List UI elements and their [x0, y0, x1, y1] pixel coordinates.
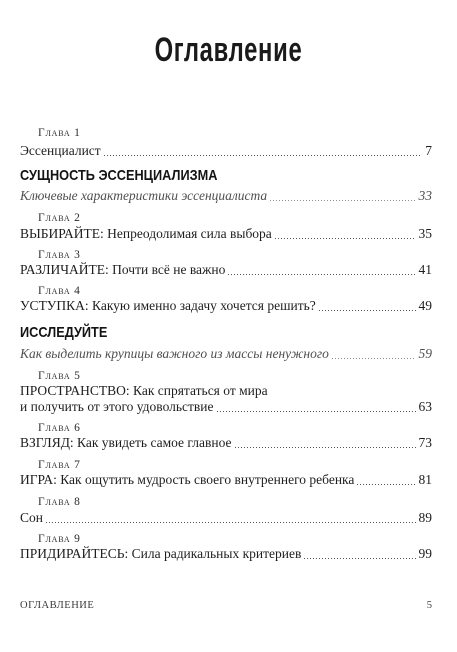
- chapter-9-title: ПРИДИРАЙТЕСЬ: Сила радикальных критериев: [20, 546, 302, 561]
- chapter-8-leader-dots: [46, 522, 416, 523]
- chapter-4-page-number: 49: [418, 298, 432, 313]
- chapter-3-entry: [20, 262, 432, 278]
- chapter-1-title: Эссенциалист: [20, 143, 101, 158]
- chapter-9-page-number: 99: [418, 546, 432, 561]
- chapter-8-title: Сон: [20, 510, 43, 525]
- chapter-6-title: ВЗГЛЯД: Как увидеть самое главное: [20, 435, 232, 450]
- chapter-1-entry: [20, 143, 432, 159]
- section-1-heading: СУЩНОСТЬ ЭССЕНЦИАЛИЗМА: [20, 167, 218, 184]
- chapter-1-page-number: 7: [425, 143, 432, 158]
- chapter-7-entry: [20, 472, 432, 488]
- chapter-9-label: Глава 9: [38, 533, 81, 545]
- chapter-3-title: РАЗЛИЧАЙТЕ: Почти всё не важно: [20, 262, 226, 277]
- chapter-2-label: Глава 2: [38, 212, 81, 224]
- chapter-4-title: УСТУПКА: Какую именно задачу хочется решить?: [20, 298, 316, 313]
- chapter-8-page-number: 89: [418, 510, 432, 525]
- chapter-3-page-number: 41: [418, 262, 432, 277]
- chapter-5-title-line-2: и получить от этого удовольствие: [20, 399, 214, 414]
- chapter-4-label: Глава 4: [38, 285, 81, 297]
- section-2-leader-dots: [332, 358, 416, 359]
- chapter-5-label: Глава 5: [38, 370, 81, 382]
- section-2-heading: ИССЛЕДУЙТЕ: [20, 324, 108, 341]
- chapter-2-entry: [20, 226, 432, 242]
- folio-page-number: 5: [426, 600, 432, 611]
- chapter-9-entry: [20, 546, 432, 562]
- chapter-3-label: Глава 3: [38, 249, 81, 261]
- chapter-6-page-number: 73: [418, 435, 432, 450]
- section-1-page-number: 33: [418, 188, 432, 203]
- chapter-9-leader-dots: [304, 558, 415, 559]
- chapter-4-entry: [20, 298, 432, 314]
- running-head: ОГЛАВЛЕНИЕ: [20, 600, 95, 611]
- chapter-5-leader-dots: [217, 411, 416, 412]
- chapter-8-entry: [20, 510, 432, 526]
- chapter-5-title: ПРОСТРАНСТВО: Как спрятаться от мира: [20, 383, 268, 398]
- chapter-6-label: Глава 6: [38, 422, 81, 434]
- chapter-4-leader-dots: [319, 310, 416, 311]
- chapter-6-leader-dots: [235, 447, 416, 448]
- section-1-leader-dots: [270, 200, 415, 201]
- chapter-2-leader-dots: [275, 238, 416, 239]
- chapter-7-page-number: 81: [418, 472, 432, 487]
- page-title: Оглавление: [154, 31, 303, 69]
- chapter-3-leader-dots: [228, 274, 415, 275]
- chapter-1-label: Глава 1: [38, 127, 81, 139]
- section-1-subtitle: Ключевые характеристики эссенциалиста: [20, 188, 268, 203]
- section-2-subtitle: Как выделить крупицы важного из массы ненужного: [20, 346, 329, 361]
- chapter-7-label: Глава 7: [38, 459, 81, 471]
- chapter-5-entry: [20, 399, 432, 415]
- section-2-page-number: 59: [418, 346, 432, 361]
- chapter-7-title: ИГРА: Как ощутить мудрость своего внутреннего ребенка: [20, 472, 355, 487]
- chapter-8-label: Глава 8: [38, 496, 81, 508]
- chapter-2-page-number: 35: [418, 226, 432, 241]
- chapter-2-title: ВЫБИРАЙТЕ: Непреодолимая сила выбора: [20, 226, 272, 241]
- chapter-6-entry: [20, 435, 432, 451]
- section-2-subtitle-entry: [20, 346, 432, 362]
- section-1-subtitle-entry: [20, 188, 432, 204]
- chapter-1-leader-dots: [104, 155, 423, 156]
- chapter-5-page-number: 63: [418, 399, 432, 414]
- chapter-7-leader-dots: [357, 484, 415, 485]
